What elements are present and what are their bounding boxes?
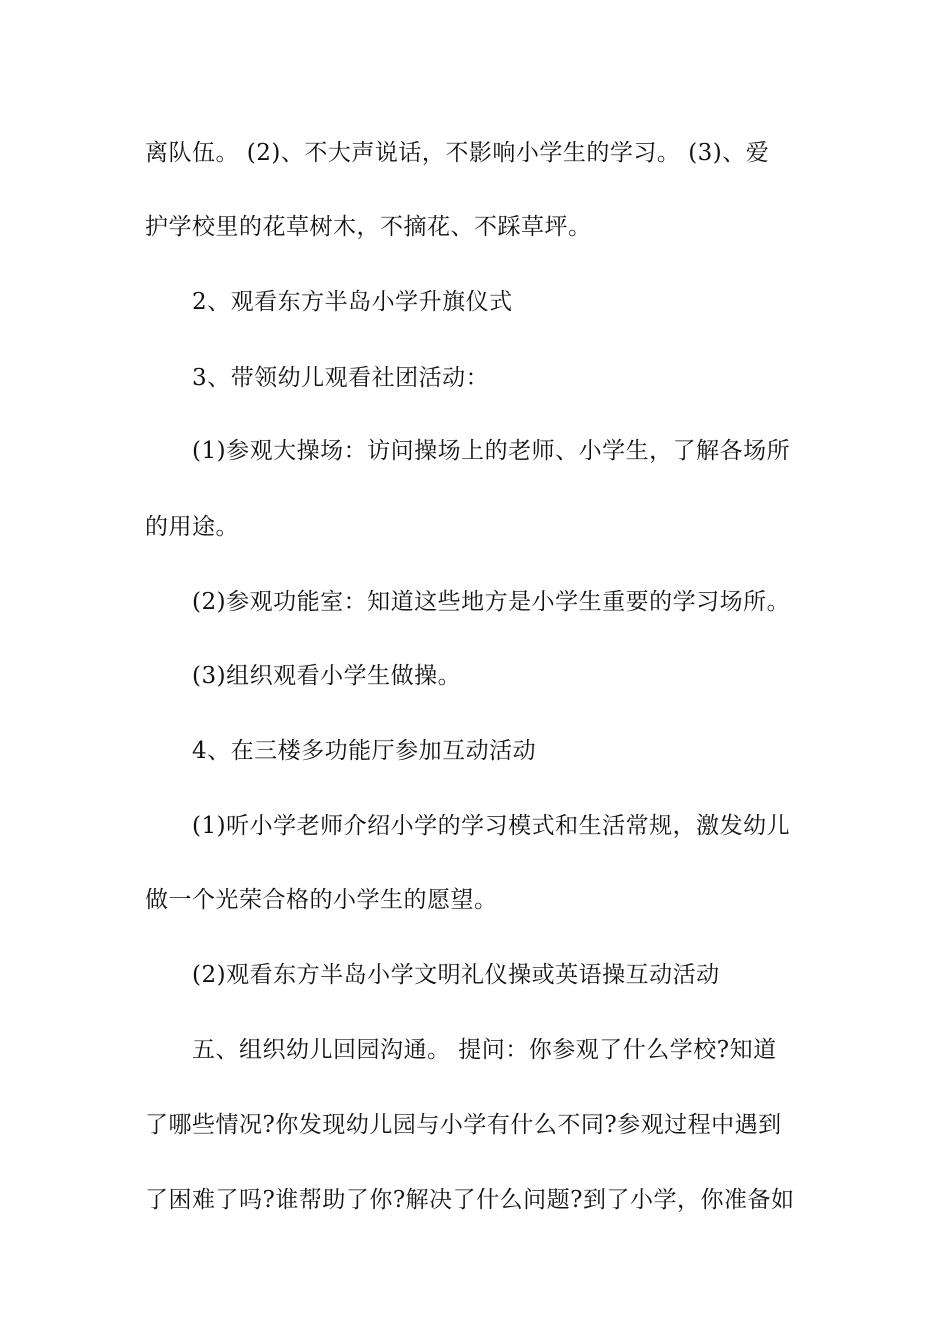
text-line: 了哪些情况?你发现幼儿园与小学有什么不同?参观过程中遇到 [145,1112,782,1138]
text-line: 五、组织幼儿回园沟通。 提问：你参观了什么学校?知道 [192,1037,777,1063]
text-line: (2)观看东方半岛小学文明礼仪操或英语操互动活动 [192,962,720,988]
text-line: 的用途。 [145,514,239,540]
text-line: (3)组织观看小学生做操。 [192,663,462,689]
text-line: 护学校里的花草树木，不摘花、不踩草坪。 [145,214,592,240]
text-line: 4、在三楼多功能厅参加互动活动 [192,738,537,764]
text-line: 做一个光荣合格的小学生的愿望。 [145,887,498,913]
text-line: (1)参观大操场：访问操场上的老师、小学生，了解各场所 [192,438,791,464]
text-line: 了困难了吗?谁帮助了你?解决了什么问题?到了小学，你准备如 [145,1187,795,1213]
text-line: (1)听小学老师介绍小学的学习模式和生活常规，激发幼儿 [192,813,791,839]
text-line: 3、带领幼儿观看社团活动： [192,365,490,391]
text-line: (2)参观功能室：知道这些地方是小学生重要的学习场所。 [192,589,791,615]
text-line: 2、观看东方半岛小学升旗仪式 [192,289,513,315]
text-line: 离队伍。 (2)、不大声说话，不影响小学生的学习。 (3)、爱 [145,140,770,166]
